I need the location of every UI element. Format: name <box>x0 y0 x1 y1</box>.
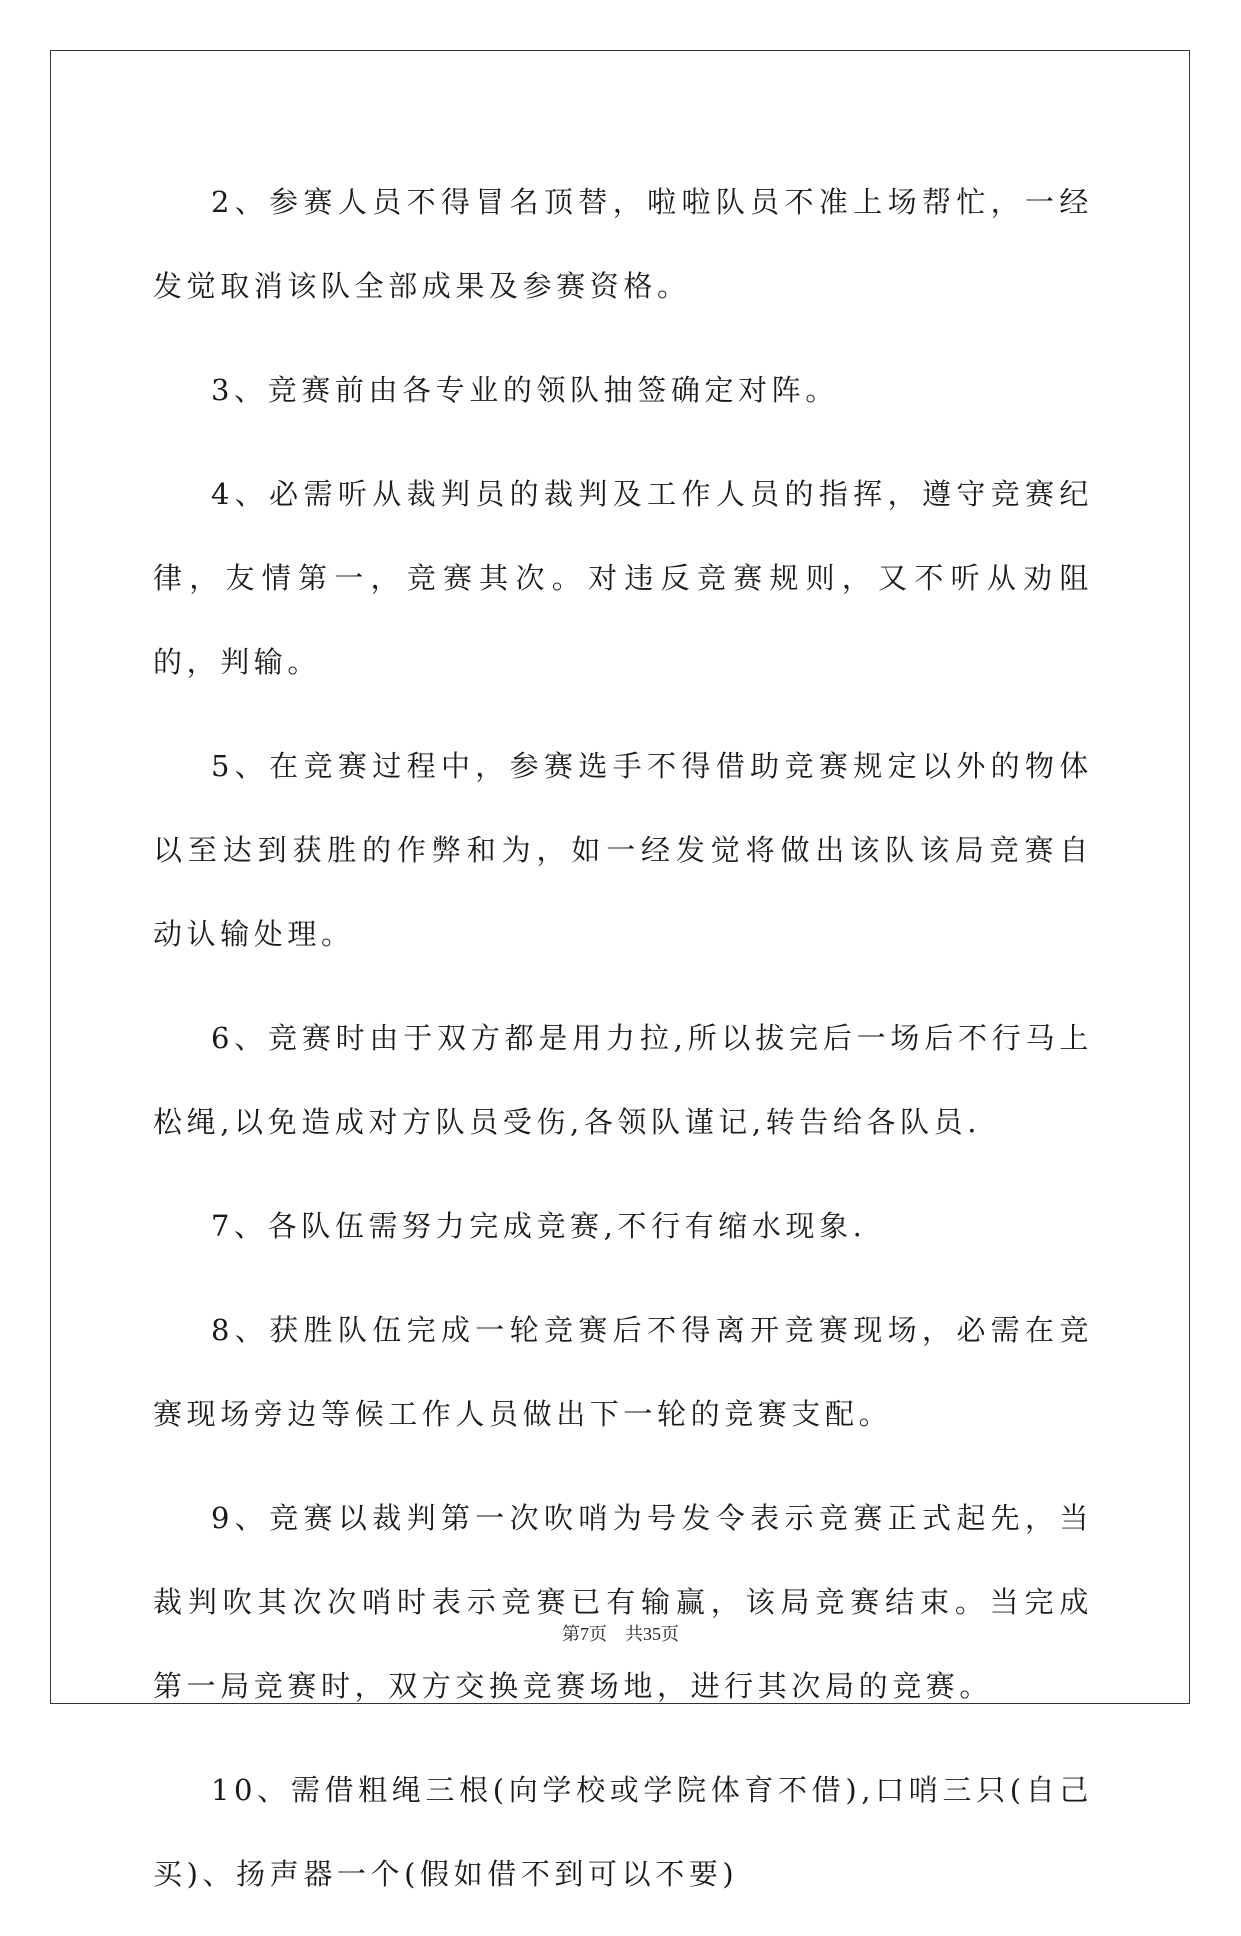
paragraph-rule-4: 4、必需听从裁判员的裁判及工作人员的指挥，遵守竞赛纪律，友情第一，竞赛其次。对违反竞赛规则，又不听从劝阻的，判输。 <box>153 477 1093 679</box>
paragraph-rule-7: 7、各队伍需努力完成竞赛,不行有缩水现象. <box>211 1209 867 1243</box>
page-footer <box>0 1620 1241 1646</box>
page-total: 共35页 <box>625 1624 679 1644</box>
document-body <box>153 160 1093 1936</box>
paragraph-rule-3: 3、竞赛前由各专业的领队抽签确定对阵。 <box>211 373 839 407</box>
paragraph-rule-8: 8、获胜队伍完成一轮竞赛后不得离开竞赛现场，必需在竞赛现场旁边等候工作人员做出下一轮的竞赛支配。 <box>153 1313 1093 1431</box>
paragraph-rule-5: 5、在竞赛过程中，参赛选手不得借助竞赛规定以外的物体以至达到获胜的作弊和为，如一经发觉将做出该队该局竞赛自动认输处理。 <box>153 749 1093 951</box>
paragraph-rule-10: 10、需借粗绳三根(向学校或学院体育不借),口哨三只(自己买)、扬声器一个(假如借不到可以不要) <box>153 1773 1093 1891</box>
paragraph-rule-2: 2、参赛人员不得冒名顶替，啦啦队员不准上场帮忙，一经发觉取消该队全部成果及参赛资格。 <box>153 185 1093 303</box>
page-number: 第7页 <box>562 1624 607 1644</box>
paragraph-rule-6: 6、竞赛时由于双方都是用力拉,所以拔完后一场后不行马上松绳,以免造成对方队员受伤,各领队谨记,转告给各队员. <box>153 1021 1093 1139</box>
paragraph-rule-9: 9、竞赛以裁判第一次吹哨为号发令表示竞赛正式起先，当裁判吹其次次哨时表示竞赛已有输赢，该局竞赛结束。当完成第一局竞赛时，双方交换竞赛场地，进行其次局的竞赛。 <box>153 1501 1093 1703</box>
